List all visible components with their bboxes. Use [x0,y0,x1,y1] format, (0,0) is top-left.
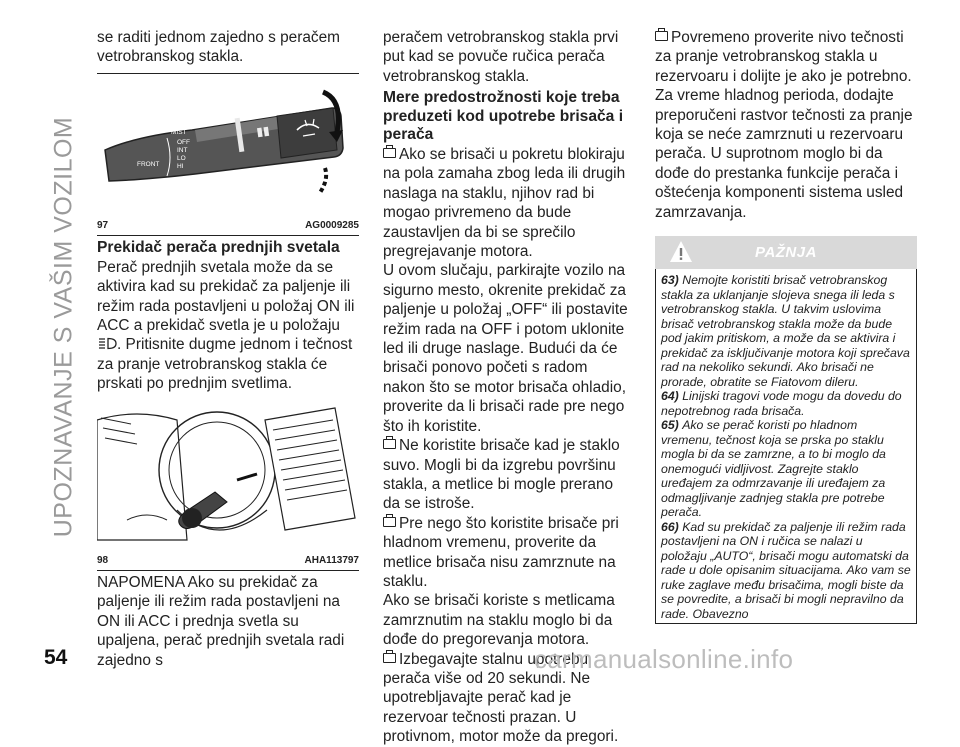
bullet-paragraph [383,514,631,592]
column-3 [655,28,917,624]
figure-number: 98 [97,555,109,567]
section-heading: Mere predostrožnosti koje treba preduzeti kod upotrebe brisača i perača [383,89,624,144]
paragraph: peračem vetrobranskog stakla prvi put kad se povuče ručica perača vetrobranskog stakla. [383,29,619,85]
dashboard-switch-illustration [97,400,359,548]
paragraph-text: Ne koristite brisače kad je staklo suvo. Mogli bi da izgrebu površinu stakla, a metlice bi mogle prerano da se istroše. [383,437,620,513]
figure-97 [97,78,359,236]
paragraph-text: Perač prednjih svetala može da se aktivira kad su prekidač za paljenje ili režim rada postavljeni u položaj ON ili ACC a prekidač svetla je u položaju [97,258,355,335]
paragraph-text: Povremeno proverite nivo tečnosti za pranje vetrobranskog stakla u rezervoaru i dolijte je ako je potrebno. Za vreme hladnog perioda, dodajte preporučeni rastvor tečnosti za pranje koja se neće zamrznuti u rezervoaru perača. U suprotnom moglo bi da dođe do prestanka funkcije perača i oštećenja komponenti sistema usled zamrzavanja. [655,29,913,221]
section-heading: Prekidač perača prednjih svetala [97,239,340,257]
svg-text:▮▮: ▮▮ [255,123,271,139]
paragraph [97,258,359,394]
note-icon [383,439,396,449]
page-number: 54 [44,646,68,669]
warning-note [661,418,911,520]
lever-label-int: INT [177,146,188,154]
note-paragraph: NAPOMENA Ako su prekidač za paljenje ili režim rada postavljeni na ON ili ACC i prednja svetla su upaljena, perač prednjih svetala radi zajedno s [97,574,345,669]
note-text: Ako se perač koristi po hladnom vremenu, tečnost koja se prska po staklu mogla bi da se zamrzne, a to bi moglo da onemogući vidljivost. Zagrejte staklo uređajem za odmrzavanje ili uređajem za odmagljivanje zadnjeg stakla pre potrebe perača. [661,418,886,520]
note-icon [383,517,396,527]
column-1 [97,28,359,670]
lever-label-mist: MIST [171,128,187,136]
paragraph: Ako se brisači koriste s metlicama zamrznutim na staklu moglo bi da dođe do pregorevanja motora. [383,592,615,649]
lever-label-lo: LO [177,154,186,162]
column-2 [383,28,631,747]
paragraph: U ovom slučaju, parkirajte vozilo na sigurno mesto, okrenite prekidač za paljenje u položaj „OFF“ ili postavite režim rada na OFF i potom uklonite led ili druge naslage. Budući da će brisači ponovo početi s radom nakon što se motor brisača ohladio, proverite da li brisači rade pre nego što ih koristite. [383,262,628,435]
intro-text: se raditi jednom zajedno s peračem vetrobranskog stakla. [97,29,340,66]
bullet-paragraph [383,436,631,514]
lever-label-front: FRONT [137,160,160,168]
note-text: Kad su prekidač za paljenje ili režim rada postavljeni na ON i ručica se nalazi u položaju „AUTO“, brisači mogu automatski da rade u dole opisanim situacijama. Ako vam se ruke zaglave među brisačima, mogli biste da se povredite, a brisači bi mogli nepravilno da rade. Obavezno [661,519,911,621]
paragraph-text: Izbegavajte stalnu upotrebu perača više od 20 sekundi. Ne upotrebljavajte perač kad je rezervoar tečnosti prazan. U protivnom, motor može da pregori. [383,650,619,746]
note-text: Nemojte koristiti brisač vetrobranskog stakla za uklanjanje slojeva snega ili leda s vetrobranskog stakla. U takvim uslovima brisač vetrobranskog stakla može da bude pod jakim pritiskom, a može da se aktivira i prekidač za isključivanje motora koji sprečava rad na nekoliko sekundi. Ako brisači ne prorade, obratite se Fiatovom dileru. [661,273,910,389]
figure-code: AHA113797 [304,555,359,567]
paragraph-text: . Pritisnite dugme jednom i tečnost za pranje vetrobranskog stakla će prskati po prednjim svetlima. [97,336,353,393]
note-number: 66) [661,519,683,534]
lever-label-off: OFF [177,138,190,146]
note-text: Linijski tragovi vode mogu da dovedu do nepotrebnog rada brisača. [661,389,902,418]
figure-number: 97 [97,220,109,232]
warning-title: PAŽNJA [755,243,817,261]
watermark: carmanualsonline.info [534,644,794,674]
note-number: 64) [661,389,683,404]
warning-bar [655,236,917,269]
warning-note [661,389,911,418]
paragraph-text: Pre nego što koristite brisače pri hladnom vremenu, proverite da metlice brisača nisu zamrznute na staklu. [383,514,619,590]
wiper-lever-illustration [97,78,359,213]
warning-note [661,520,911,622]
note-icon [383,148,396,158]
chapter-sidebar [44,22,84,632]
warning-notes [655,269,917,624]
bullet-paragraph [383,145,631,261]
chapter-title: UPOZNAVANJE S VAŠIM VOZILOM [49,116,78,538]
warning-icon [669,240,693,264]
warning-note [661,273,911,389]
lever-label-hi: HI [177,162,184,170]
divider [97,73,359,74]
paragraph-text: Ako se brisači u pokretu blokiraju na pola zamaha zbog leda ili drugih naslaga na staklu, njihov rad bi mogao privremeno da bude zaustavljen da bi se sprečilo pregrejavanje motora. [383,146,626,261]
headlight-icon [97,336,117,349]
bullet-paragraph [655,28,917,222]
note-icon [655,31,668,41]
note-number: 63) [661,273,683,288]
figure-98 [97,400,359,571]
note-icon [383,653,396,663]
note-number: 65) [661,418,683,433]
figure-code: AG0009285 [305,220,359,232]
